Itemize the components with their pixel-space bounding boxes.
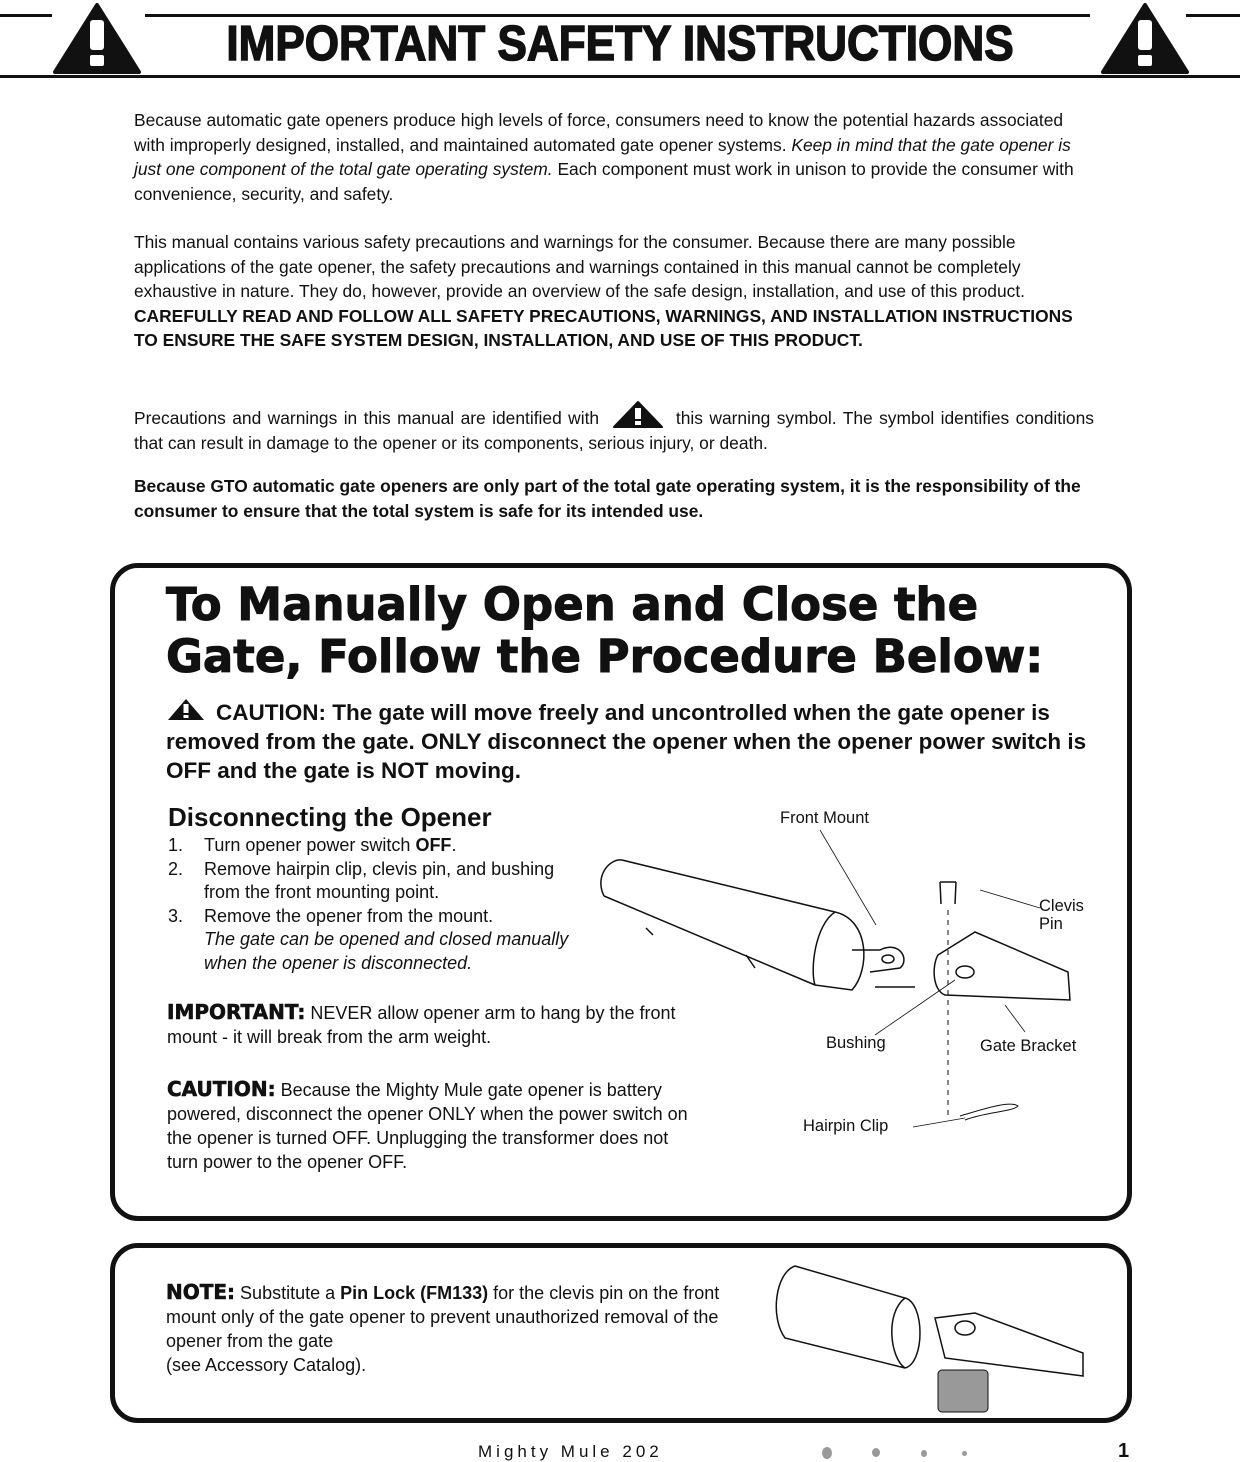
intro-paragraph-2 — [134, 230, 1094, 353]
pin-lock-illustration — [755, 1258, 1095, 1418]
label-clevis: Clevis — [1039, 897, 1084, 915]
header-rule-bottom — [0, 75, 1240, 78]
label-front-mount: Front Mount — [780, 809, 869, 827]
caution-label: CAUTION: — [167, 1077, 276, 1101]
bold-text: CAREFULLY READ AND FOLLOW ALL SAFETY PRECAUTIONS, WARNINGS, AND INSTALLATION INSTRUCTIONS TO ENSURE THE SAFE SYSTEM DESIGN, INSTALLATION, AND USE OF THIS PRODUCT. — [134, 305, 1073, 350]
step-number: 2. — [168, 858, 184, 879]
text: Because automatic gate openers produce high levels of force, consumers need to know the potential hazards associated with improperly designed, installed, and maintained automated gate opener systems. — [134, 110, 1064, 155]
warning-triangle-icon — [1100, 2, 1190, 74]
note-text — [166, 1280, 746, 1377]
footer-dot — [962, 1451, 967, 1456]
header-rule-right — [1186, 14, 1240, 17]
pin-lock-part: Pin Lock (FM133) — [340, 1283, 489, 1303]
warning-symbol-icon — [612, 400, 664, 428]
label-hairpin-clip: Hairpin Clip — [803, 1117, 889, 1135]
step-italic: The gate can be opened and closed manually when the opener is disconnected. — [204, 929, 569, 973]
note-label: NOTE: — [166, 1280, 236, 1304]
disconnecting-heading: Disconnecting the Opener — [168, 802, 492, 832]
step-text: Remove the opener from the mount. — [204, 905, 494, 926]
intro-paragraph-1 — [134, 108, 1094, 206]
text: Substitute a — [235, 1283, 341, 1303]
step-text: Remove hairpin clip, clevis pin, and bushing from the front mounting point. — [204, 858, 555, 902]
step-tail: . — [451, 835, 457, 855]
footer-dot — [822, 1447, 832, 1459]
text: this warning symbol. The symbol identifies conditions that can result in damage to the opener or its components, serious injury, or death. — [134, 408, 1094, 453]
procedure-heading-line1: To Manually Open and Close the — [166, 578, 979, 631]
text: (see Accessory Catalog). — [166, 1355, 367, 1375]
page-number: 1 — [1118, 1440, 1130, 1462]
text: for the clevis pin on the front mount only of the gate opener to prevent unauthorized removal of the opener from the gate — [166, 1283, 720, 1351]
steps-list — [168, 834, 608, 975]
step-item — [168, 905, 608, 976]
important-label: IMPORTANT: — [167, 1000, 306, 1024]
opener-tube — [601, 860, 835, 985]
caution-statement — [166, 697, 1096, 785]
step-number: 1. — [168, 835, 184, 855]
footer-dot — [921, 1450, 927, 1457]
warning-symbol-icon — [166, 697, 206, 721]
text: Each component must work in unison to provide the consumer with convenience, security, and safety. — [134, 159, 1074, 204]
label-bushing: Bushing — [826, 1034, 886, 1052]
gate-bracket — [934, 932, 1070, 1000]
step-item — [168, 834, 608, 858]
caution-text: Because the Mighty Mule gate opener is battery powered, disconnect the opener ONLY when the power switch on the opener is turned OFF. Unplugging the transformer does not turn power to the opener OFF. — [167, 1080, 688, 1172]
warning-triangle-icon — [52, 2, 142, 74]
footer-product: Mighty Mule 202 — [478, 1442, 663, 1461]
page-title: IMPORTANT SAFETY INSTRUCTIONS — [226, 17, 1014, 71]
intro-paragraph-4: Because GTO automatic gate openers are only part of the total gate operating system, it is the responsibility of the consumer to ensure that the total system is safe for its intended use. — [134, 476, 1081, 521]
intro-paragraph-3 — [134, 400, 1094, 455]
step-text: Turn opener power switch — [204, 835, 416, 855]
front-mount — [852, 947, 904, 972]
step-item — [168, 858, 608, 905]
step-number: 3. — [168, 905, 184, 926]
text: This manual contains various safety precautions and warnings for the consumer. Because there are many possible applications of the gate opener, the safety precautions and warnings contained in this manual cannot be completely exhaustive in nature. They do, however, provide an overview of the safe design, installation, and use of this product. — [134, 232, 1026, 301]
caution-text: CAUTION: The gate will move freely and uncontrolled when the gate opener is removed from the gate. ONLY disconnect the opener when the opener power switch is OFF and the gate is NOT moving. — [166, 700, 1087, 783]
footer-dot — [872, 1448, 880, 1457]
text: Precautions and warnings in this manual are identified with — [134, 408, 600, 428]
italic-text: Keep in mind that the gate opener is just one component of the total gate operating system. — [134, 134, 1071, 179]
important-text: NEVER allow opener arm to hang by the front mount - it will break from the arm weight. — [167, 1003, 676, 1047]
label-gate-bracket: Gate Bracket — [980, 1037, 1077, 1055]
procedure-heading-line2: Gate, Follow the Procedure Below: — [166, 630, 1044, 683]
label-pin: Pin — [1039, 915, 1063, 933]
padlock-icon — [938, 1370, 988, 1412]
disconnect-diagram — [580, 800, 1120, 1150]
header-rule-left — [0, 14, 52, 17]
clevis-pin — [940, 882, 956, 904]
step-bold: OFF — [415, 835, 452, 855]
